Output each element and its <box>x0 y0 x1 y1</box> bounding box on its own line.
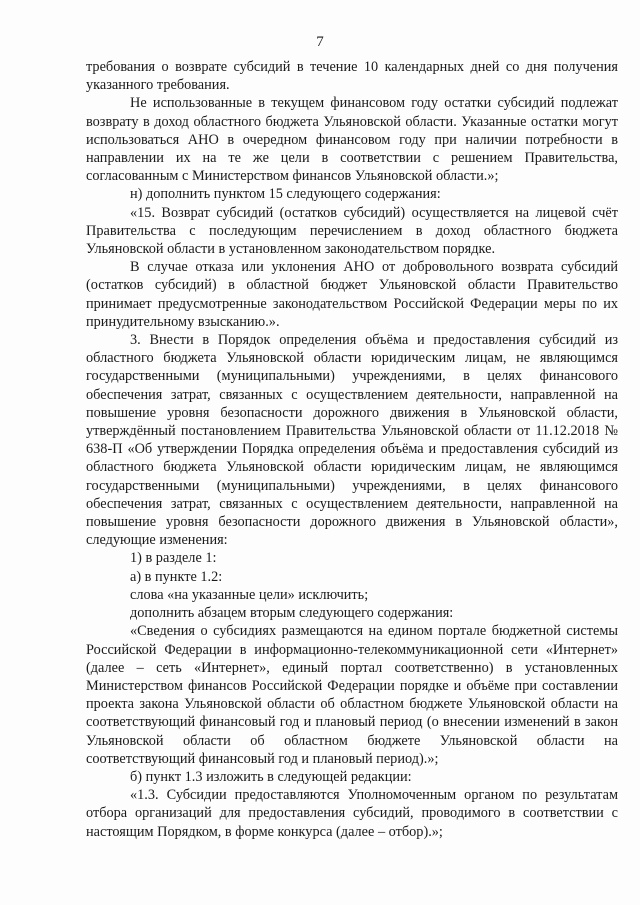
paragraph-add-second: дополнить абзацем вторым следующего содержания: <box>130 605 454 622</box>
paragraph-unused-balances: Не использованные в текущем финансовом году остатки субсидий подлежат возврату в доход областного бюджета Ульяновской области. Указанные остатки могут использоваться АНО в очередном финансовом году при наличии потребности в направлении их на те же цели в соответствии с решением Правительства, согласованным с Министерством финансов Ульяновской области.»; <box>86 95 618 185</box>
page-number: 7 <box>316 34 324 50</box>
paragraph-section-3: 3. Внести в Порядок определения объёма и предоставления субсидий из областного бюджета Ульяновской области юридическим лицам, не являющимся государственными (муниципальными) учреждениями, в целях финансового обеспечения затрат, связанных с осуществлением деятельности, направленной на повышение уровня безопасности дорожного движения в Ульяновской области, утверждённый постановлением Правительства Ульяновской области от 11.12.2018 № 638-П «Об утверждении Порядка определения объёма и предоставления субсидий из областного бюджета Ульяновской области юридическим лицам, не являющимся государственными (муниципальными) учреждениями, в целях финансового обеспечения затрат, связанных с осуществлением деятельности, направленной на повышение уровня безопасности дорожного движения в Ульяновской области», следующие изменения: <box>86 332 618 549</box>
paragraph-item-n: н) дополнить пунктом 15 следующего содержания: <box>130 186 441 203</box>
document-body <box>86 58 618 841</box>
paragraph-continuation: требования о возврате субсидий в течение 10 календарных дней со дня получения указанного требования. <box>86 59 618 94</box>
paragraph-point-15: «15. Возврат субсидий (остатков субсидий) осуществляется на лицевой счёт Правительства с последующим перечислением в доход областного бюджета Ульяновской области в установленном законодательством порядке. <box>86 204 618 258</box>
paragraph-point-1-3: «1.3. Субсидии предоставляются Уполномоченным органом по результатам отбора организаций для предоставления субсидий, проводимого в соответствии с настоящим Порядком, в форме конкурса (далее – отбор).»; <box>86 787 618 840</box>
paragraph-subsidy-info: «Сведения о субсидиях размещаются на едином портале бюджетной системы Российской Федерации в информационно-телекоммуникационной сети «Интернет» (далее – сеть «Интернет», единый портал соответственно) в установленных Министерством финансов Российской Федерации порядке и объёме при составлении проекта закона Ульяновской области об областном бюджете Ульяновской области на соответствующий финансовый год и плановый период (о внесении изменений в закон Ульяновской области об областном бюджете Ульяновской области на соответствующий финансовый год и плановый период).»; <box>86 623 618 767</box>
paragraph-refusal: В случае отказа или уклонения АНО от добровольного возврата субсидий (остатков субсидий) в областной бюджет Ульяновской области Правительство принимает предусмотренные законодательством Российской Федерации меры по их принудительному взысканию.». <box>86 259 618 330</box>
paragraph-words-exclude: слова «на указанные цели» исключить; <box>130 586 369 603</box>
paragraph-list-a: а) в пункте 1.2: <box>130 568 223 585</box>
paragraph-list-1: 1) в разделе 1: <box>130 550 217 567</box>
paragraph-list-b: б) пункт 1.3 изложить в следующей редакции: <box>130 768 412 785</box>
